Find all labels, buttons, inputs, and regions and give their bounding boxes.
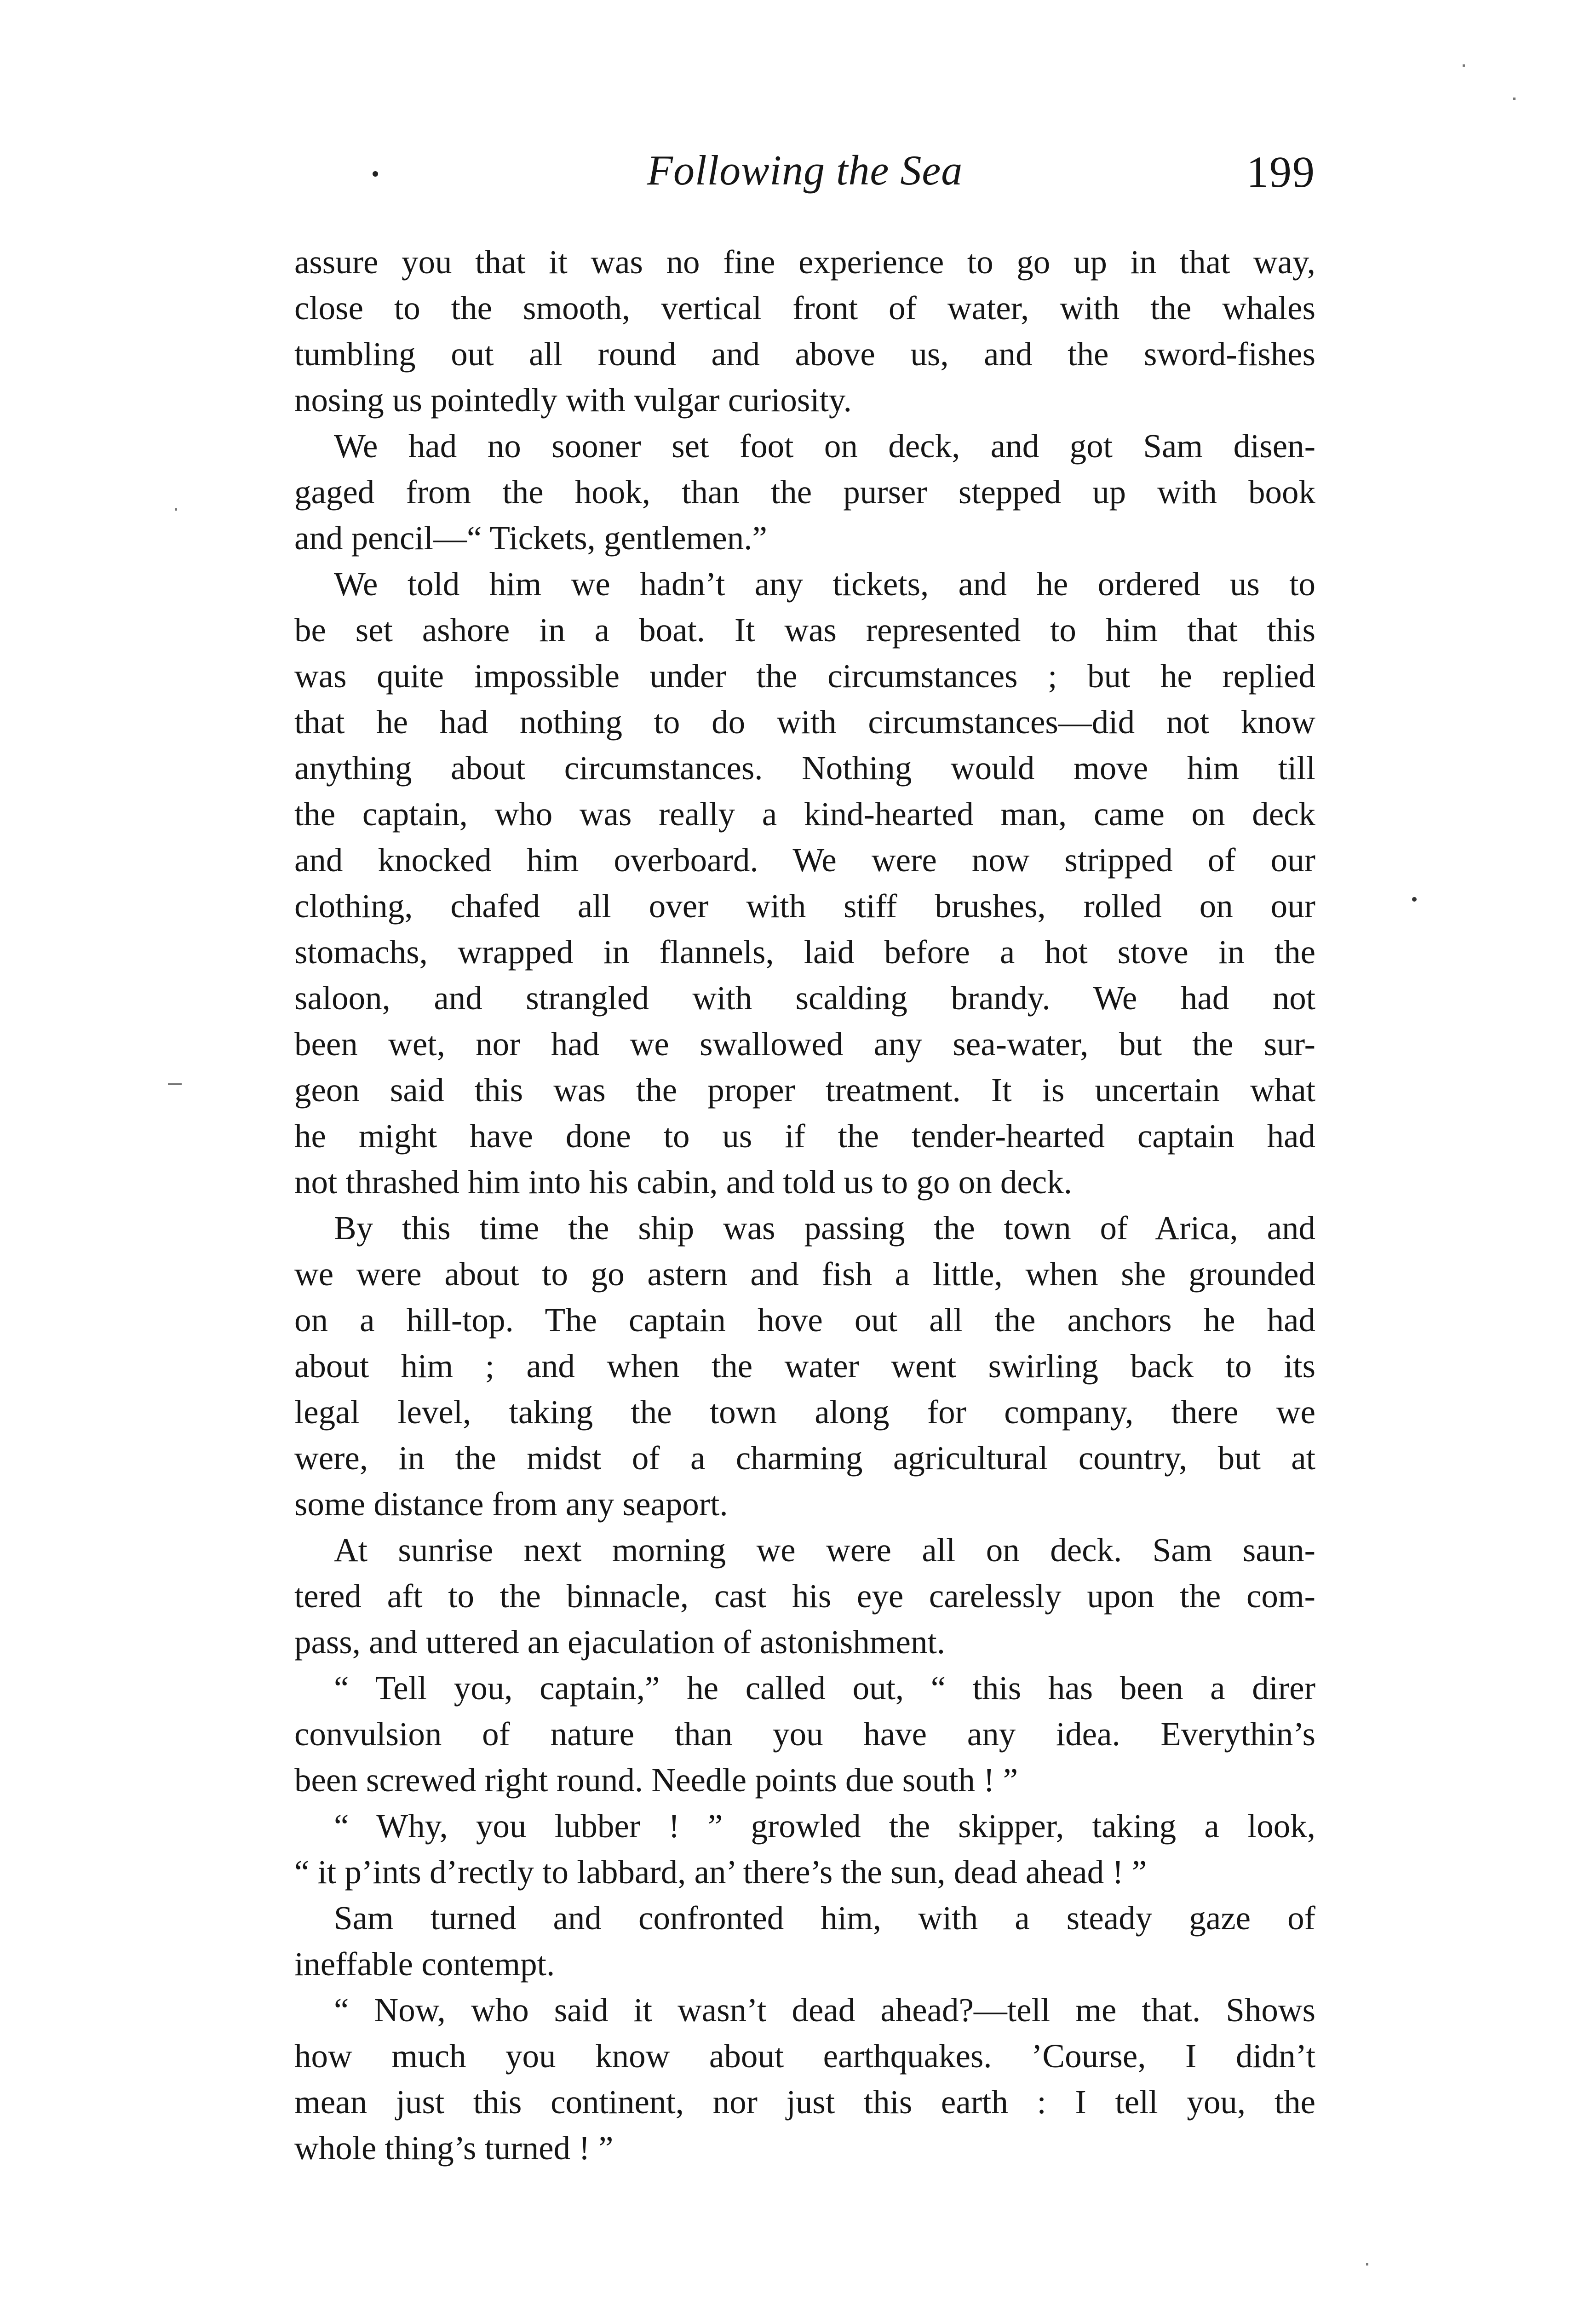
text-line: stomachs, wrapped in flannels, laid before a hot stove in the	[294, 933, 1315, 971]
paragraph	[294, 239, 1315, 423]
text-line: been wet, nor had we swallowed any sea-water, but the sur-	[294, 1025, 1315, 1063]
text-line: not thrashed him into his cabin, and told us to go on deck.	[294, 1163, 1072, 1201]
text-line: ineffable contempt.	[294, 1945, 555, 1983]
text-line: and pencil—“ Tickets, gentlemen.”	[294, 519, 767, 557]
text-line: gaged from the hook, than the purser stepped up with book	[294, 473, 1315, 511]
text-line: legal level, taking the town along for company, there we	[294, 1393, 1315, 1431]
running-head: Following the Sea	[647, 147, 963, 194]
page-number: 199	[1246, 147, 1315, 196]
text-line: geon said this was the proper treatment. It is uncertain what	[294, 1071, 1315, 1109]
text-line: “ it p’ints d’rectly to labbard, an’ there’s the sun, dead ahead ! ”	[294, 1853, 1147, 1891]
text-line: how much you know about earthquakes. ’Course, I didn’t	[294, 2037, 1315, 2075]
scan-speck	[168, 1083, 182, 1085]
text-line: tered aft to the binnacle, cast his eye carelessly upon the com-	[294, 1577, 1315, 1615]
scan-speck	[175, 508, 177, 511]
page-header	[294, 133, 1315, 198]
paragraph	[294, 1895, 1315, 1987]
paragraph	[294, 423, 1315, 561]
text-line: the captain, who was really a kind-hearted man, came on deck	[294, 795, 1315, 833]
text-line: nosing us pointedly with vulgar curiosity.	[294, 381, 852, 419]
text-line: Sam turned and confronted him, with a steady gaze of	[334, 1899, 1315, 1937]
text-line: mean just this continent, nor just this earth : I tell you, the	[294, 2083, 1315, 2121]
scan-speck	[1366, 2263, 1368, 2266]
text-line: been screwed right round. Needle points due south ! ”	[294, 1761, 1018, 1799]
text-line: on a hill-top. The captain hove out all the anchors he had	[294, 1301, 1315, 1339]
text-line: anything about circumstances. Nothing would move him till	[294, 749, 1315, 787]
paragraph	[294, 1527, 1315, 1665]
text-line: that he had nothing to do with circumstances—did not know	[294, 703, 1315, 741]
text-line: tumbling out all round and above us, and the sword-fishes	[294, 335, 1315, 373]
text-line: We had no sooner set foot on deck, and got Sam disen-	[334, 427, 1315, 465]
text-line: was quite impossible under the circumstances ; but he replied	[294, 657, 1315, 695]
text-line: we were about to go astern and fish a little, when she grounded	[294, 1255, 1315, 1293]
text-line: convulsion of nature than you have any idea. Everythin’s	[294, 1715, 1315, 1753]
text-line: assure you that it was no fine experience to go up in that way,	[294, 243, 1315, 281]
text-line: close to the smooth, vertical front of water, with the whales	[294, 289, 1315, 327]
text-line: saloon, and strangled with scalding brandy. We had not	[294, 979, 1315, 1017]
scan-speck	[1513, 98, 1516, 100]
paragraph	[294, 1665, 1315, 1803]
text-line: pass, and uttered an ejaculation of astonishment.	[294, 1623, 945, 1661]
paragraph	[294, 1803, 1315, 1895]
text-line: be set ashore in a boat. It was represented to him that this	[294, 611, 1315, 649]
scan-speck	[1463, 64, 1465, 67]
text-line: By this time the ship was passing the town of Arica, and	[334, 1209, 1315, 1247]
text-line: “ Why, you lubber ! ” growled the skipper, taking a look,	[334, 1807, 1315, 1845]
text-line: about him ; and when the water went swirling back to its	[294, 1347, 1315, 1385]
text-line: “ Tell you, captain,” he called out, “ this has been a direr	[334, 1669, 1315, 1707]
text-line: clothing, chafed all over with stiff brushes, rolled on our	[294, 887, 1315, 925]
text-line: and knocked him overboard. We were now stripped of our	[294, 841, 1315, 879]
text-line: “ Now, who said it wasn’t dead ahead?—tell me that. Shows	[334, 1991, 1315, 2029]
text-line: whole thing’s turned ! ”	[294, 2129, 614, 2167]
text-line: At sunrise next morning we were all on deck. Sam saun-	[334, 1531, 1315, 1569]
body-text	[294, 239, 1315, 2171]
paragraph	[294, 1205, 1315, 1527]
text-line: some distance from any seaport.	[294, 1485, 728, 1523]
text-line: he might have done to us if the tender-hearted captain had	[294, 1117, 1315, 1155]
paragraph	[294, 1987, 1315, 2171]
text-line: We told him we hadn’t any tickets, and he ordered us to	[334, 565, 1315, 603]
paragraph	[294, 561, 1315, 1205]
text-line: were, in the midst of a charming agricultural country, but at	[294, 1439, 1315, 1477]
scan-speck	[1412, 897, 1417, 902]
